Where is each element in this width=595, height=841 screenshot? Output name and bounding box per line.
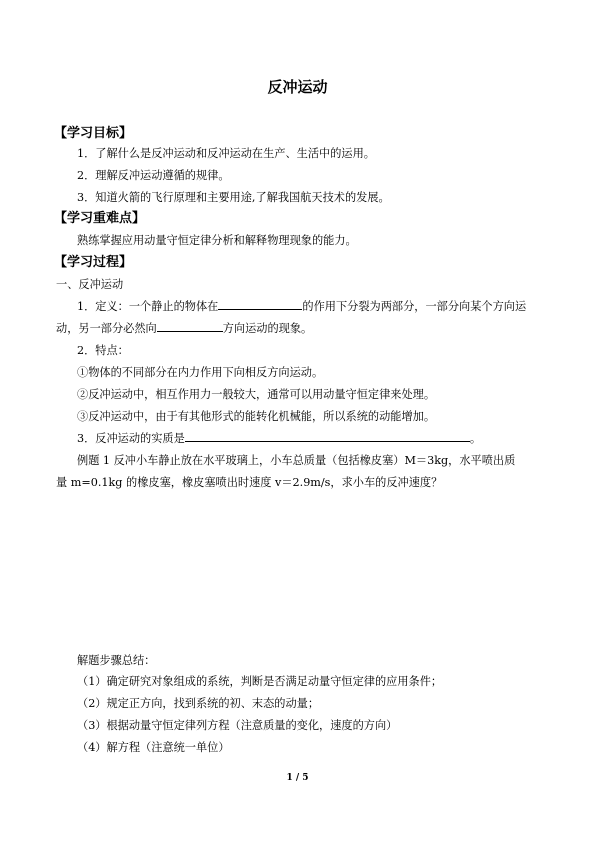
definition-text-b: 的作用下分裂为两部分，一部分向某个方向运 [302,300,527,313]
page-title: 反冲运动 [267,78,328,96]
essence-text-b: 。 [469,432,482,445]
definition-text-a: 1．定义：一个静止的物体在 [77,300,219,313]
summary-step-4: （4）解方程（注意统一单位） [77,741,230,754]
fill-blank-2[interactable] [157,321,223,332]
example-line-1: 例题 1 反冲小车静止放在水平玻璃上，小车总质量（包括橡皮塞）M＝3kg，水平喷出质 [77,454,516,467]
definition-text-c: 动，另一部分必然向 [56,322,157,335]
fill-blank-3[interactable] [185,431,470,442]
fill-blank-1[interactable] [218,299,302,310]
essence-text-a: 3．反冲运动的实质是 [77,432,185,445]
features-label: 2．特点： [77,344,129,357]
summary-step-1: （1）确定研究对象组成的系统，判断是否满足动量守恒定律的应用条件； [77,675,443,688]
key-points-heading: 【学习重难点】 [54,211,146,226]
summary-step-3: （3）根据动量守恒定律列方程（注意质量的变化，速度的方向） [77,719,398,732]
process-heading: 【学习过程】 [54,255,133,270]
feature-item-1: ①物体的不同部分在内力作用下向相反方向运动。 [77,366,324,379]
essence-line [77,430,481,446]
goal-item-2: 2．理解反冲运动遵循的规律。 [77,169,230,182]
summary-step-2: （2）规定正方向，找到系统的初、末态的动量； [77,697,320,710]
definition-line-2 [56,320,312,336]
key-points-text: 熟练掌握应用动量守恒定律分析和解释物理现象的能力。 [77,234,357,247]
summary-label: 解题步骤总结： [77,654,156,667]
definition-text-d: 方向运动的现象。 [222,322,313,335]
goals-heading: 【学习目标】 [54,126,133,141]
example-line-2: 量 m=0.1kg 的橡皮塞，橡皮塞喷出时速度 v＝2.9m/s，求小车的反冲速度？ [56,476,443,489]
feature-item-3: ③反冲运动中，由于有其他形式的能转化机械能，所以系统的动能增加。 [77,410,436,423]
goal-item-1: 1．了解什么是反冲运动和反冲运动在生产、生活中的运用。 [77,147,375,160]
goal-item-3: 3．知道火箭的飞行原理和主要用途,了解我国航天技术的发展。 [77,191,390,204]
page-number: 1 / 5 [286,773,309,783]
definition-line-1 [77,298,526,314]
feature-item-2: ②反冲运动中，相互作用力一般较大，通常可以用动量守恒定律来处理。 [77,388,436,401]
subsection-recoil: 一、反冲运动 [56,278,124,291]
